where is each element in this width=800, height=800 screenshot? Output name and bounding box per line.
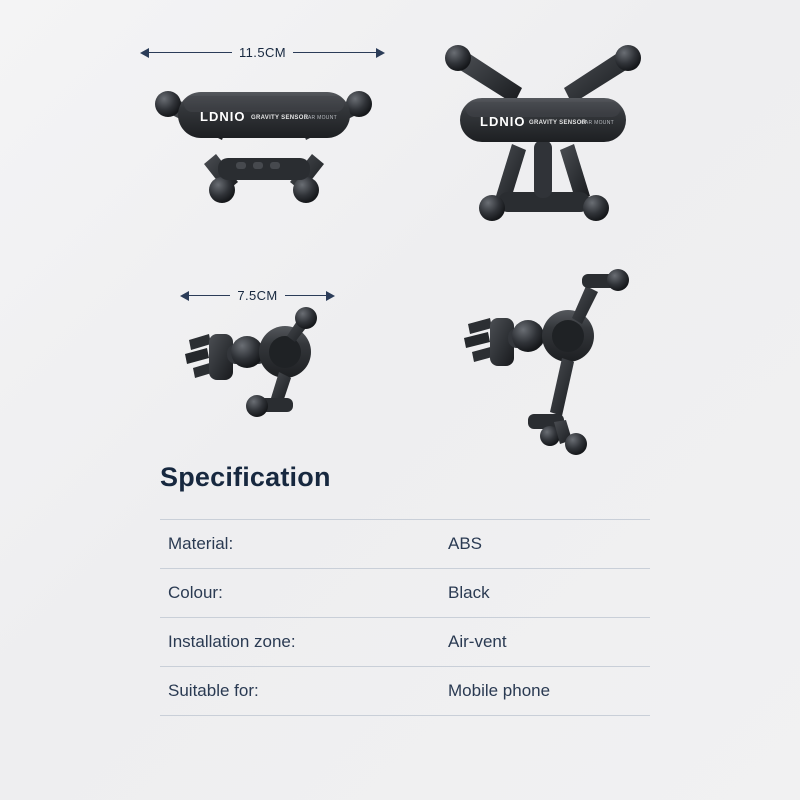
arrow-left-icon [140,48,149,58]
arrow-right-icon [376,48,385,58]
svg-text:LDNIO: LDNIO [480,114,526,129]
table-row [160,520,650,569]
svg-text:CAR MOUNT: CAR MOUNT [581,120,614,126]
dimension-line [189,295,230,296]
table-row [160,618,650,667]
spec-value: ABS [438,520,650,569]
svg-text:LDNIO: LDNIO [200,109,246,124]
table-row [160,569,650,618]
spec-value: Black [438,569,650,618]
spec-key: Installation zone: [160,618,438,667]
arrow-left-icon [180,291,189,301]
dimension-width-label: 11.5CM [239,45,286,60]
product-side-view-extended [450,262,640,477]
table-row [160,667,650,716]
specification-title: Specification [160,462,331,492]
svg-text:GRAVITY SENSOR: GRAVITY SENSOR [251,115,309,121]
svg-text:CAR MOUNT: CAR MOUNT [304,115,337,121]
dimension-depth-label: 7.5CM [237,288,278,303]
specification-section [160,462,650,716]
spec-key: Suitable for: [160,667,438,716]
product-angled-front-view [430,32,660,242]
svg-text:GRAVITY SENSOR: GRAVITY SENSOR [529,120,587,126]
dimension-width [140,45,385,60]
spec-key: Material: [160,520,438,569]
spec-value: Air-vent [438,618,650,667]
dimension-line [285,295,326,296]
dimension-line [149,52,232,53]
spec-value: Mobile phone [438,667,650,716]
spec-key: Colour: [160,569,438,618]
product-front-view [138,62,388,212]
dimension-line [293,52,376,53]
specification-table [160,519,650,716]
arrow-right-icon [326,291,335,301]
product-side-view [175,300,355,440]
